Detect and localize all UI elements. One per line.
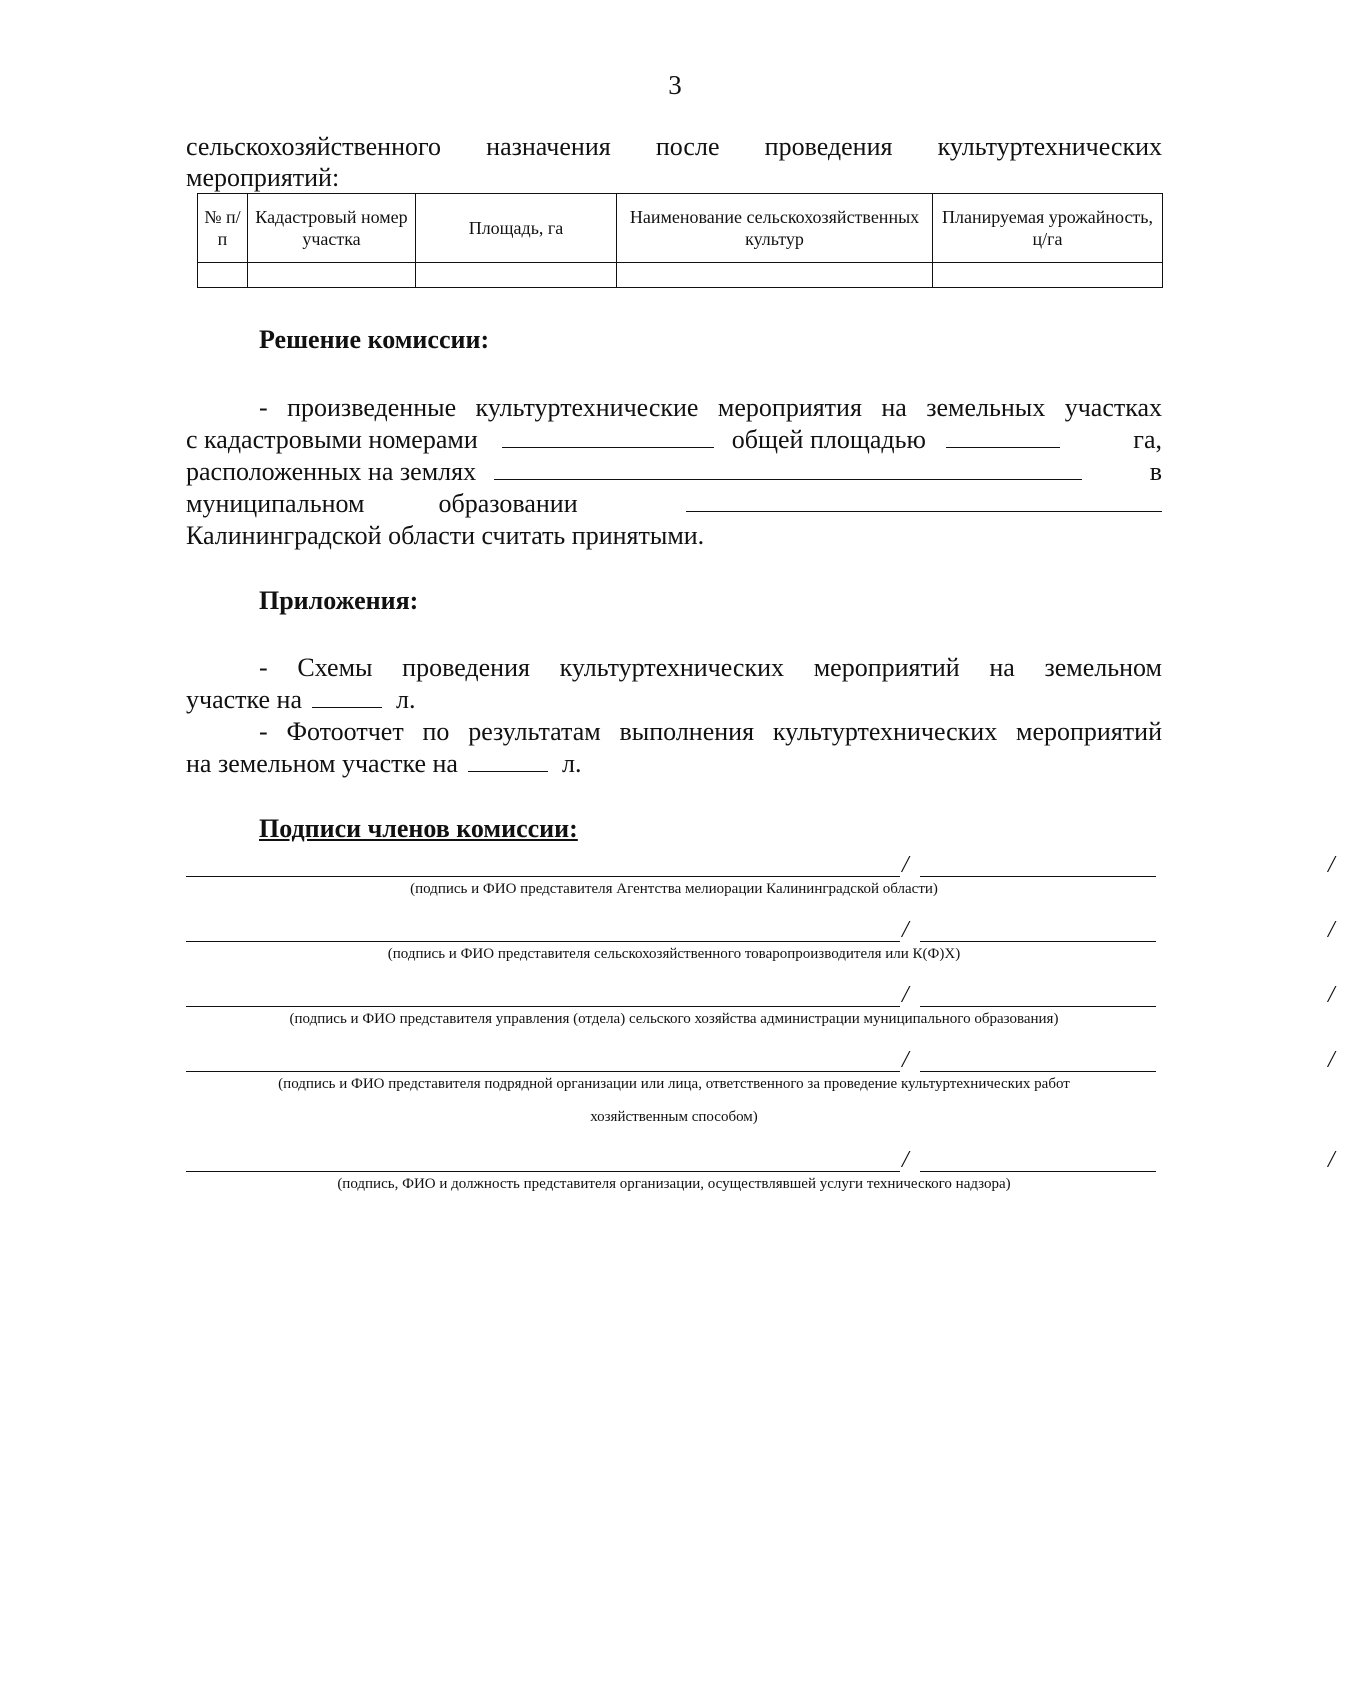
table-cell[interactable] bbox=[933, 263, 1163, 288]
intro-line-1: сельскохозяйственного назначения после проведения культуртехнических bbox=[186, 132, 1162, 161]
table-row bbox=[198, 263, 1163, 288]
photo-report-sheets-blank[interactable] bbox=[468, 749, 548, 772]
signature-caption-agriculture-department: (подпись и ФИО представителя управления (отдела) сельского хозяйства администрации муниципального образования) bbox=[289, 1011, 1059, 1027]
separator-slash: / bbox=[1328, 1147, 1335, 1173]
signature-line[interactable] bbox=[186, 940, 900, 942]
separator-slash: / bbox=[902, 852, 909, 878]
signature-row-agriculture-department bbox=[186, 977, 1335, 1008]
header-crop-name: Наименование сельскохозяйственных культур bbox=[617, 194, 933, 263]
cadastral-numbers-blank[interactable] bbox=[502, 425, 714, 448]
lands-label: расположенных на землях bbox=[186, 457, 477, 486]
signature-caption-producer: (подпись и ФИО представителя сельскохозяйственного товаропроизводителя или К(Ф)Х) bbox=[387, 946, 961, 962]
table-cell[interactable] bbox=[617, 263, 933, 288]
name-line[interactable] bbox=[920, 1170, 1156, 1172]
signature-row-producer bbox=[186, 912, 1335, 943]
name-line[interactable] bbox=[920, 1070, 1156, 1072]
plot-sheets-label: участке на bbox=[186, 685, 302, 714]
name-line[interactable] bbox=[920, 1005, 1156, 1007]
signature-line[interactable] bbox=[186, 1170, 900, 1172]
cadastral-numbers-label: с кадастровыми номерами bbox=[186, 425, 478, 454]
separator-slash: / bbox=[1328, 982, 1335, 1008]
crops-table bbox=[197, 193, 1163, 288]
hectare-unit: га, bbox=[1133, 425, 1162, 454]
in-word: в bbox=[1149, 457, 1162, 486]
sheets-unit: л. bbox=[561, 749, 582, 778]
signature-row-technical-supervision bbox=[186, 1142, 1335, 1173]
signature-caption-agency: (подпись и ФИО представителя Агентства мелиорации Калининградской области) bbox=[410, 881, 938, 897]
signature-row-contractor bbox=[186, 1042, 1335, 1073]
table-cell[interactable] bbox=[416, 263, 617, 288]
separator-slash: / bbox=[902, 1147, 909, 1173]
table-cell[interactable] bbox=[248, 263, 416, 288]
appendix-item-1-line-1: - Схемы проведения культуртехнических мероприятий на земельном bbox=[259, 653, 1162, 682]
appendix-item-2-line-1: - Фотоотчет по результатам выполнения культуртехнических мероприятий bbox=[259, 717, 1162, 746]
separator-slash: / bbox=[902, 917, 909, 943]
appendix-item-2-line-2 bbox=[186, 748, 1162, 780]
header-number: № п/п bbox=[198, 194, 248, 263]
signature-caption-contractor-cont: хозяйственным способом) bbox=[590, 1109, 758, 1125]
signature-line[interactable] bbox=[186, 1070, 900, 1072]
sheets-unit: л. bbox=[396, 685, 416, 714]
separator-slash: / bbox=[1328, 852, 1335, 878]
decision-line-2 bbox=[186, 424, 1162, 456]
signature-row-agency bbox=[186, 847, 1335, 878]
appendix-heading: Приложения: bbox=[259, 586, 419, 615]
signature-caption-technical-supervision: (подпись, ФИО и должность представителя организации, осуществлявшей услуги технического надзора) bbox=[337, 1176, 1011, 1192]
total-area-label: общей площадью bbox=[731, 425, 926, 454]
signature-line[interactable] bbox=[186, 875, 900, 877]
separator-slash: / bbox=[1328, 917, 1335, 943]
table-header-row bbox=[198, 194, 1163, 263]
intro-line-2: мероприятий: bbox=[186, 163, 340, 192]
separator-slash: / bbox=[1328, 1047, 1335, 1073]
photo-report-sheets-label: на земельном участке на bbox=[186, 749, 458, 778]
signature-caption-contractor: (подпись и ФИО представителя подрядной организации или лица, ответственного за проведение культуртехнических работ bbox=[278, 1076, 1070, 1092]
lands-blank[interactable] bbox=[494, 457, 1082, 480]
municipality-blank[interactable] bbox=[686, 489, 1162, 512]
header-planned-yield: Планируемая урожайность, ц/га bbox=[933, 194, 1163, 263]
decision-heading: Решение комиссии: bbox=[259, 325, 490, 354]
formation-label: образовании bbox=[438, 489, 578, 518]
signature-line[interactable] bbox=[186, 1005, 900, 1007]
header-area: Площадь, га bbox=[416, 194, 617, 263]
separator-slash: / bbox=[902, 1047, 909, 1073]
decision-line-1: - произведенные культуртехнические мероприятия на земельных участках bbox=[259, 393, 1162, 422]
total-area-blank[interactable] bbox=[946, 425, 1060, 448]
appendix-item-1-line-2 bbox=[186, 684, 1162, 716]
signatures-heading: Подписи членов комиссии: bbox=[259, 814, 578, 843]
decision-line-5: Калининградской области считать принятыми. bbox=[186, 521, 705, 550]
decision-line-3 bbox=[186, 456, 1162, 488]
separator-slash: / bbox=[902, 982, 909, 1008]
decision-line-4 bbox=[186, 488, 1162, 520]
table-cell[interactable] bbox=[198, 263, 248, 288]
plot-sheets-blank[interactable] bbox=[312, 685, 382, 708]
name-line[interactable] bbox=[920, 940, 1156, 942]
page-number: 3 bbox=[668, 70, 682, 100]
name-line[interactable] bbox=[920, 875, 1156, 877]
municipal-label: муниципальном bbox=[186, 489, 365, 518]
header-cadastral-number: Кадастровый номер участка bbox=[248, 194, 416, 263]
